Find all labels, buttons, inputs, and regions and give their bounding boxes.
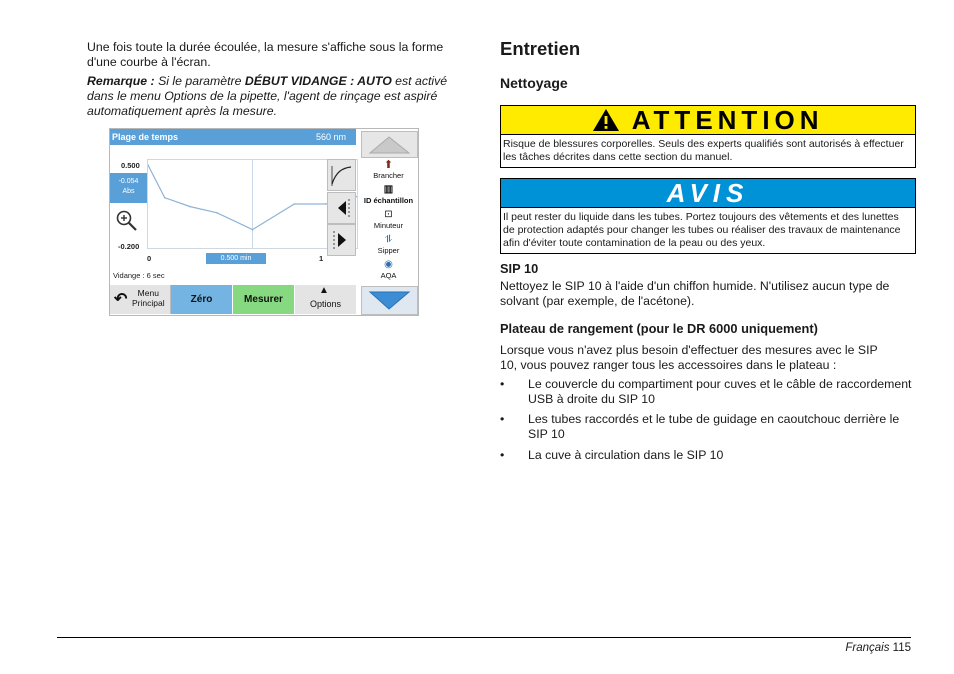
arrow-up-icon [362,132,417,157]
barcode-icon: ▥ [383,184,394,195]
bullet-symbol: • [500,377,505,391]
remark-param: DÉBUT VIDANGE : AUTO [244,74,392,88]
tray-title: Plateau de rangement (pour le DR 6000 uniquement) [500,321,818,336]
notice-box [500,178,916,254]
curve-icon [328,160,355,190]
data-point [164,197,166,199]
notice-text: Il peut rester du liquide dans les tubes. Portez toujours des vêtements et des lunettes de protection adaptés pour changer les tubes ou réaliser des travaux de maintenance afin d'éviter toute contamination de la peau ou des yeux. [503,211,901,249]
bullet-symbol: • [500,448,505,462]
list-item-text: Le couvercle du compartiment pour cuves et le câble de raccordement USB à droite du SIP 10 [528,377,912,406]
options-label: Options [309,299,342,309]
data-point [294,203,296,205]
remark-label: Remarque : [87,74,155,88]
attention-title: ATTENTION [631,105,824,135]
triangle-up-icon: ▲ [319,285,329,296]
section-title: Entretien [500,38,581,59]
sip-text: Nettoyez le SIP 10 à l'aide d'un chiffon humide. N'utilisez aucun type de solvant (par exemple, de l'acétone). [500,279,890,308]
list-item [500,377,914,409]
data-point [252,229,254,231]
sample-id-button[interactable] [361,184,416,207]
intro-paragraph: Une fois toute la durée écoulée, la mesure s'affiche sous la forme d'une courbe à l'écran. [87,40,444,69]
attention-box [500,105,916,168]
list-item-text: La cuve à circulation dans le SIP 10 [528,448,724,462]
remark-pre: Si le paramètre [154,74,245,88]
menu-label-1: Menu [137,288,159,298]
curve-mode-button[interactable] [327,159,356,191]
zoom-icon[interactable] [115,209,139,239]
page-number: 115 [892,642,911,654]
screen-title: Plage de temps [112,132,179,142]
plug-label: Brancher [373,171,404,180]
warning-icon [592,108,620,132]
arrow-right-icon [328,225,355,255]
scroll-up-button[interactable] [361,131,418,158]
y-bottom-label: -0.200 [118,242,140,251]
attention-header [501,106,915,135]
current-value-box [110,173,147,203]
plug-icon: ⬆ [383,159,394,171]
device-screenshot [109,128,419,316]
arrow-down-icon [362,287,417,314]
current-unit: Abs [122,188,135,195]
sipper-label: Sipper [377,246,400,255]
plug-button[interactable] [361,159,416,182]
back-arrow-icon: ↶ [114,291,128,308]
measure-button[interactable]: Mesurer [233,285,294,314]
list-item [500,448,914,464]
aqa-label: AQA [380,271,397,280]
x-end-label: 1 [319,254,324,263]
list-item-text: Les tubes raccordés et le tube de guidage en caoutchouc derrière le SIP 10 [528,412,900,441]
drain-time: Vidange : 6 sec [113,271,165,280]
notice-title: AVIS [501,179,915,208]
subsection-title: Nettoyage [500,75,568,91]
aqa-button[interactable] [361,259,416,282]
bullet-symbol: • [500,412,505,426]
options-button[interactable] [295,285,356,314]
y-top-label: 0.500 [121,161,140,170]
zero-button[interactable]: Zéro [171,285,232,314]
footer-rule [57,637,911,638]
list-item [500,412,914,444]
timer-label: Minuteur [373,221,404,230]
chart-svg [148,160,357,248]
arrow-left-icon [328,193,355,223]
sipper-icon: ⥮ [384,234,393,245]
attention-text: Risque de blessures corporelles. Seuls des experts qualifiés sont autorisés à effectuer les tâches décrites dans cette section du manuel. [503,138,904,163]
x-marker-label: 0.500 min [206,253,266,264]
main-menu-button[interactable] [110,285,171,314]
timer-button[interactable] [361,209,416,232]
data-point [216,212,218,214]
remark-paragraph [87,74,465,119]
current-value: -0.054 [118,178,139,185]
scroll-right-button[interactable] [327,224,356,256]
x-start-label: 0 [147,254,152,263]
data-point [189,206,191,208]
wavelength-label: 560 nm [315,132,346,142]
sample-id-label: ID échantillon [363,196,414,205]
screen-header [110,129,356,145]
scroll-down-button[interactable] [361,286,418,315]
sipper-button[interactable] [361,234,416,257]
scroll-left-button[interactable] [327,192,356,224]
remark-post: est activé dans le menu Options de la pipette, l'agent de rinçage est aspiré automatiquement après la mesure. [87,74,448,118]
page-footer [845,642,911,654]
tray-text: Lorsque vous n'avez plus besoin d'effectuer des mesures avec le SIP 10, vous pouvez ranger tous les accessoires dans le plateau : [500,343,878,372]
footer-language: Français [845,642,890,654]
aqa-icon: ◉ [384,259,393,270]
sip-title: SIP 10 [500,261,539,276]
menu-label-2: Principal [132,298,165,308]
timer-icon: ⊡ [384,209,393,220]
